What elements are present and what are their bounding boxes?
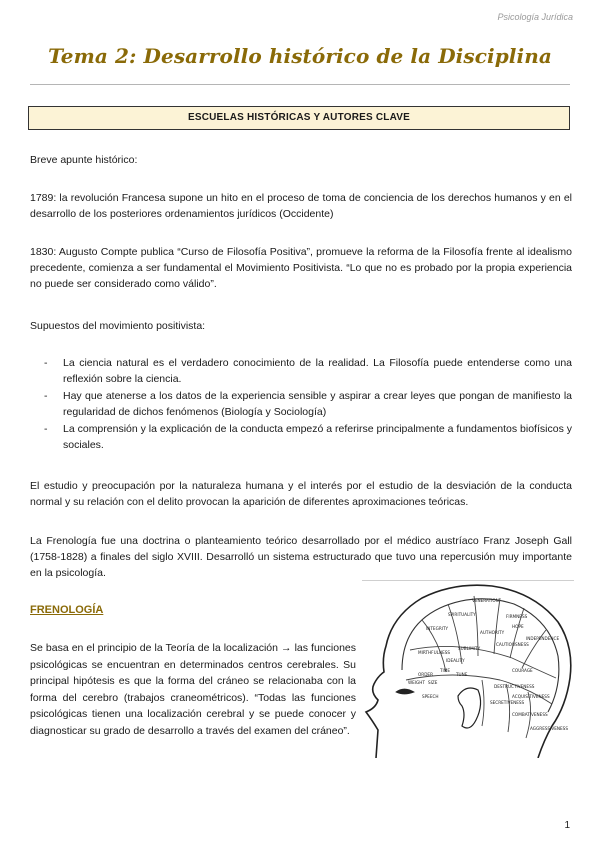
supuestos-label: Supuestos del movimiento positivista: xyxy=(30,320,206,332)
region-label: IDEALITY xyxy=(446,658,465,663)
paragraph-1789: 1789: la revolución Francesa supone un hito en el proceso de toma de conciencia de los derechos humanos y en el desarrollo de los posteriores ordenamientos jurídicos (Occidente) xyxy=(30,192,572,220)
frenologia-text: Se basa en el principio de la Teoría de la localización → las funciones psicológicas se encuentran en determinados centros cerebrales. Su principal hipótesis es que la forma del cráneo se relacionaba con la forma del cerebro (trabajos craneométricos). “Todas las funciones psicológicas tienen una localización cerebral y se puede conocer y diagnosticar su grado de desarrollo a través del examen del cráneo”. xyxy=(30,642,356,737)
paragraph-estudio: El estudio y preocupación por la naturaleza humana y el interés por el estudio de la desviación de la conducta normal y su relación con el delito provocan la aparición de diferentes aproximaciones teóricas. xyxy=(30,480,572,508)
region-label: SPIRITUALITY xyxy=(448,612,476,617)
region-labels xyxy=(408,598,568,731)
region-label: DESTRUCTIVENESS xyxy=(494,684,535,689)
region-label: SECRETIVENESS xyxy=(490,700,525,705)
region-label: SUBLIMITY xyxy=(458,646,481,651)
region-label: CAUTIOUSNESS xyxy=(496,642,529,647)
intro-text: Breve apunte histórico: xyxy=(30,154,138,166)
region-label: HOPE xyxy=(512,624,524,629)
bullet-dash: - xyxy=(44,357,48,369)
list-item xyxy=(30,389,572,420)
region-label: FIRMNESS xyxy=(506,614,528,619)
bullet-text: La ciencia natural es el verdadero conocimiento de la realidad. La Filosofía puede entenderse como una reflexión sobre la ciencia. xyxy=(63,357,572,385)
page-title: Tema 2: Desarrollo histórico de la Disciplina xyxy=(48,44,552,68)
region-label: ACQUISITIVENESS xyxy=(512,694,550,699)
region-label: WEIGHT xyxy=(408,680,425,685)
region-label: COMBATIVENESS xyxy=(512,712,548,717)
page-number: 1 xyxy=(564,820,570,831)
region-label: COURAGE xyxy=(512,668,533,673)
region-label: TIME xyxy=(440,668,451,673)
region-label: MIRTHFULNESS xyxy=(418,650,451,655)
paragraph-frenologia-intro: La Frenología fue una doctrina o planteamiento teórico desarrollado por el médico austríaco Franz Joseph Gall (1758-1828) a finales del siglo XVIII. Desarrolló un sistema estructurado que tuvo una repercusión muy importante en la psicología. xyxy=(30,535,572,579)
eye-shape xyxy=(396,689,414,694)
list-item xyxy=(30,356,572,387)
bullet-text: La comprensión y la explicación de la conducta empezó a referirse principalmente a fundamentos biofísicos y sociales. xyxy=(63,423,572,451)
bullet-text: Hay que atenerse a los datos de la experiencia sensible y aspirar a crear leyes que pongan de manifiesto la regularidad de dichos fenómenos (Biología y Sociología) xyxy=(63,390,572,418)
document-header-tag: Psicología Jurídica xyxy=(497,12,573,22)
phrenology-head-illustration xyxy=(362,580,574,758)
region-label: VENERATION xyxy=(472,598,499,603)
region-label: INTEGRITY xyxy=(426,626,449,631)
ear-shape xyxy=(458,688,481,728)
region-label: SPEECH xyxy=(422,694,439,699)
region-label: TUNE xyxy=(456,672,468,677)
section-title-box: ESCUELAS HISTÓRICAS Y AUTORES CLAVE xyxy=(28,106,570,130)
title-divider xyxy=(30,84,570,85)
region-label: SIZE xyxy=(428,680,438,685)
paragraph-1830: 1830: Augusto Compte publica “Curso de Filosofía Positiva”, promueve la reforma de la Filosofía frente al idealismo precedente, comienza a ser fundamental el Movimiento Positivista. “Lo que no es probado por la propia experiencia no puede ser considerado como válido”. xyxy=(30,246,572,290)
bullet-dash: - xyxy=(44,423,48,435)
region-label: AUTHORITY xyxy=(480,630,505,635)
region-label: AGGRESSIVENESS xyxy=(530,726,568,731)
region-label: INDEPENDENCE xyxy=(526,636,560,641)
list-item xyxy=(30,422,572,453)
bullet-dash: - xyxy=(44,390,48,402)
frenologia-heading: FRENOLOGÍA xyxy=(30,604,104,616)
region-label: ORDER xyxy=(418,672,433,677)
positivism-bullet-list xyxy=(30,356,572,453)
